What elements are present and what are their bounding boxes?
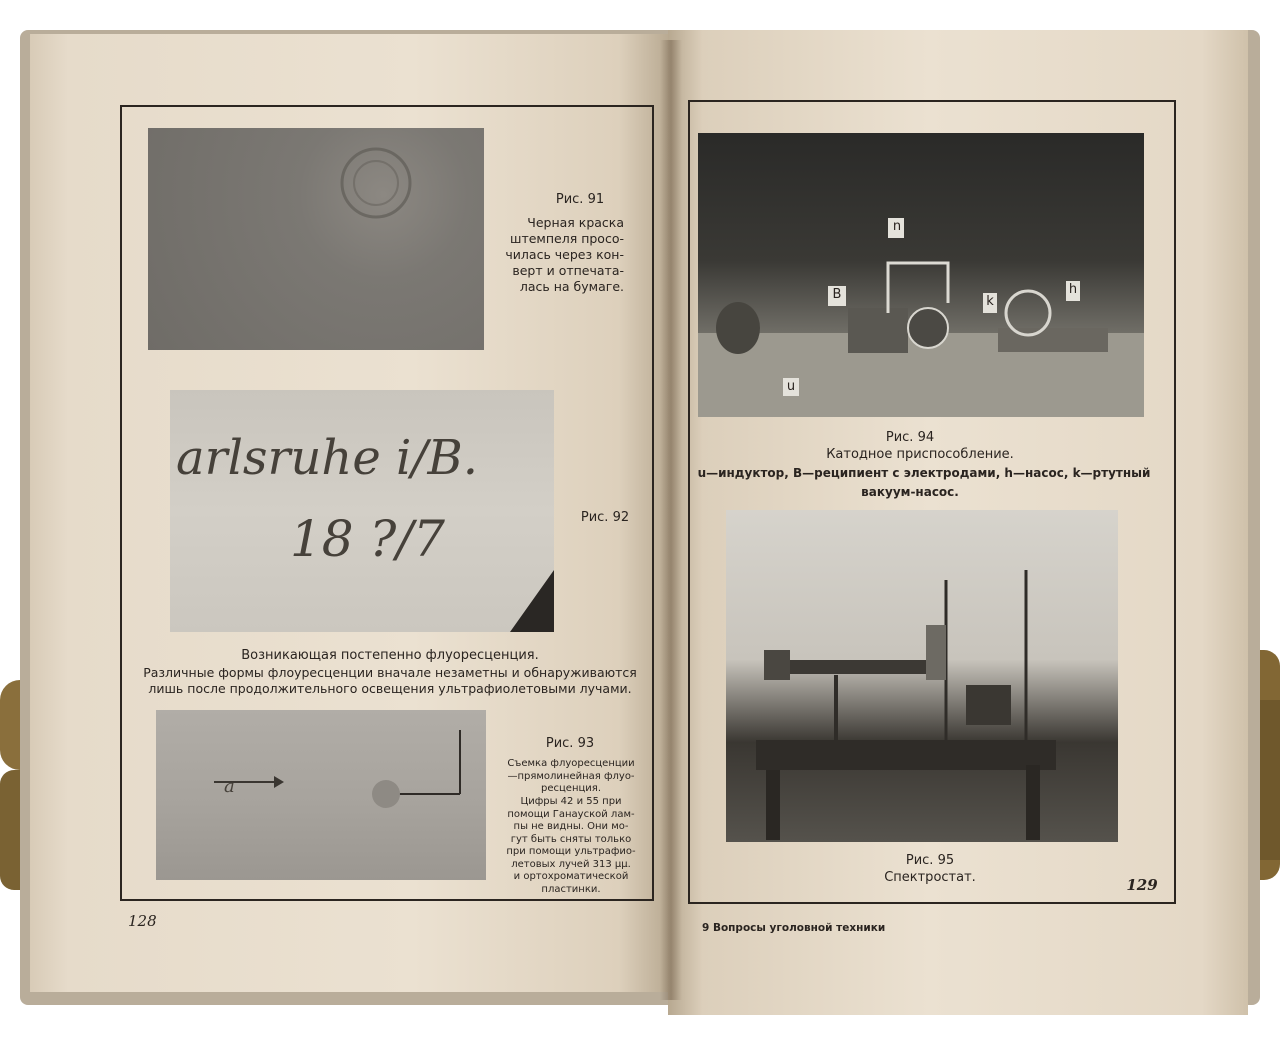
figure-93-letter: a [224, 776, 235, 797]
figure-91-photo [148, 128, 484, 350]
stamp-mark [148, 128, 484, 350]
figure-94-title: Катодное приспособление. [826, 447, 1014, 462]
figure-94-photo [698, 133, 1144, 417]
figure-92-photo [170, 390, 554, 632]
left-page-number: 128 [128, 912, 157, 930]
figure-91-label: Рис. 91 [555, 192, 605, 207]
fluorescence-title: Возникающая постепенно флуоресценция. [241, 648, 539, 663]
figure-94-label: Рис. 94 [885, 430, 935, 445]
cathode-apparatus [698, 133, 1144, 417]
footer-signature: 9 Вопросы уголовной техники [702, 922, 886, 934]
spectrostat-apparatus [726, 510, 1118, 842]
fig94-letter-k: k [986, 294, 994, 309]
fig94-letter-B: B [832, 287, 842, 302]
fluorescence-text-line-2: лишь после продолжительного освещения ультрафиолетовыми лучами. [148, 681, 632, 696]
fig94-letter-u: u [786, 379, 796, 394]
figure-93-photo [156, 710, 486, 880]
fluorescence-arrow [156, 710, 486, 880]
figure-93-caption-title: Съемка флуоресценции —прямолинейная флуо- ресценция. [507, 758, 635, 794]
figure-94-legend-line-1: u—индуктор, B—реципиент с электродами, h—насос, k—ртутный [697, 466, 1151, 480]
handwriting-line-2: 18 ?/7 [290, 510, 445, 568]
fig94-letter-n: n [892, 219, 902, 234]
figure-95-photo [726, 510, 1118, 842]
handwriting-line-1: arlsruhe i/B. [176, 430, 479, 486]
fluorescence-text-line-1: Различные формы флоуресценции вначале незаметны и обнаруживаются [143, 665, 637, 680]
figure-95-label: Рис. 95 [905, 853, 955, 868]
figure-93-caption-text: Цифры 42 и 55 при помощи Ганауской лам- пы не видны. Они мо- гут быть сняты только при помощи ультрафио- летовых лучей 313 μμ. и ортохроматической пластинки. [506, 796, 636, 895]
book-gutter [660, 40, 682, 1000]
figure-95-title: Спектростат. [884, 870, 976, 885]
dark-corner [510, 570, 554, 632]
fig94-letter-h: h [1068, 282, 1078, 297]
figure-94-legend-line-2: вакуум-насос. [861, 485, 959, 499]
figure-93-label: Рис. 93 [545, 736, 595, 751]
figure-91-caption: Черная краска штемпеля просо- чилась через кон- верт и отпечата- лась на бумаге. [505, 215, 624, 294]
figure-92-label: Рис. 92 [580, 510, 630, 525]
right-page-number: 129 [1126, 876, 1158, 894]
